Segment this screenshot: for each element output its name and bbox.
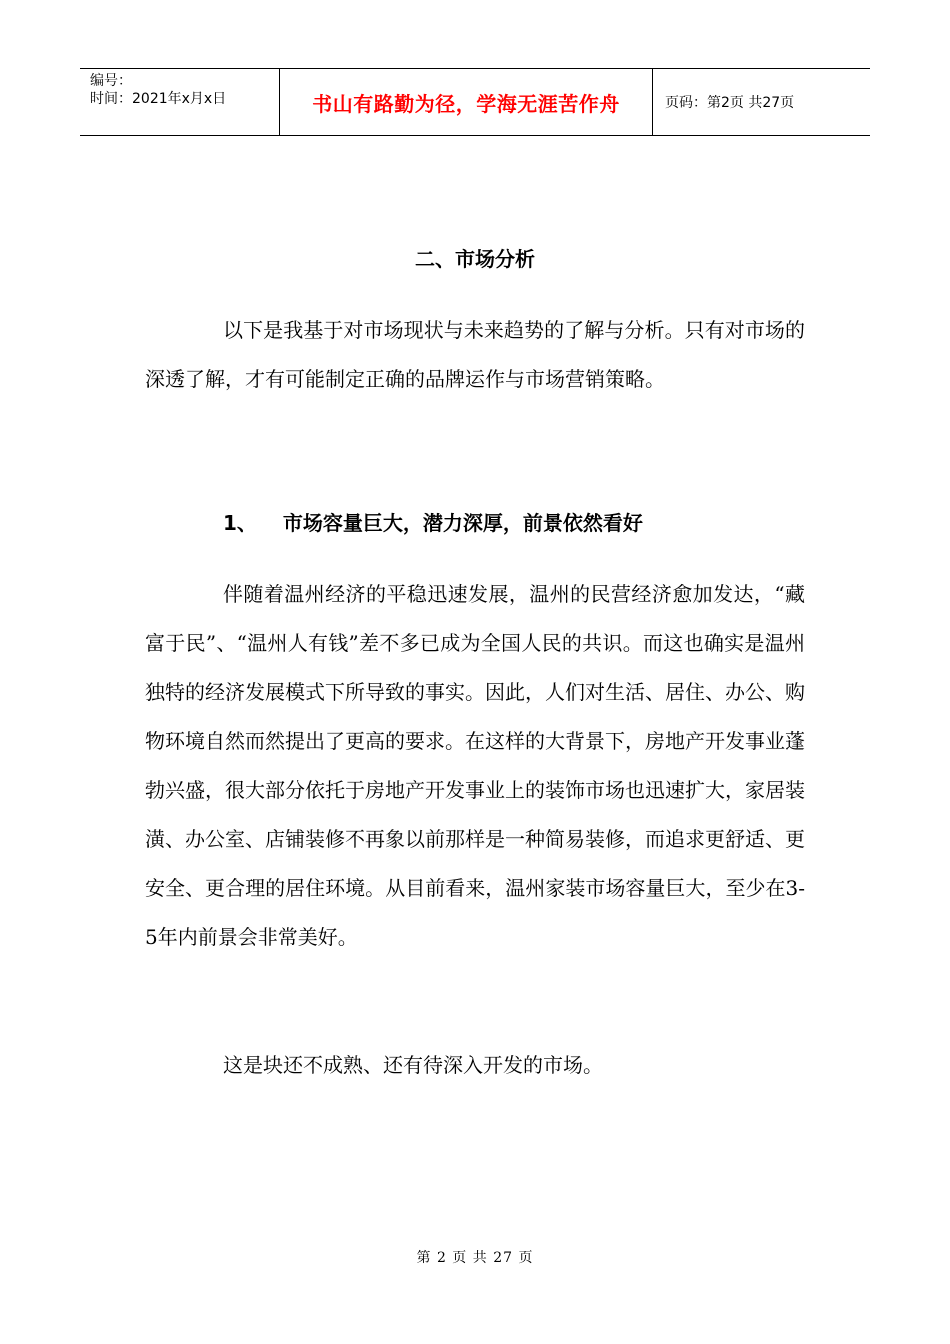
serial-label: 编号： bbox=[90, 73, 132, 89]
subsection-number: 1、 bbox=[223, 511, 257, 535]
subsection-heading bbox=[223, 507, 643, 536]
header-motto: 书山有路勤为径，学海无涯苦作舟 bbox=[280, 69, 653, 135]
closing-paragraph: 这是块还不成熟、还有待深入开发的市场。 bbox=[223, 1053, 603, 1077]
page-footer: 第 2 页 共 27 页 bbox=[416, 1250, 534, 1266]
header-meta-cell bbox=[80, 69, 280, 135]
section-title: 二、市场分析 bbox=[415, 247, 535, 271]
body-paragraph: 伴随着温州经济的平稳迅速发展，温州的民营经济愈加发达，“藏富于民”、“温州人有钱”差不多已成为全国人民的共识。而这也确实是温州独特的经济发展模式下所导致的事实。因此，人们对生活、居住、办公、购物环境自然而然提出了更高的要求。在这样的大背景下，房地产开发事业蓬勃兴盛，很大部分依托于房地产开发事业上的装饰市场也迅速扩大，家居装潢、办公室、店铺装修不再象以前那样是一种简易装修，而追求更舒适、更安全、更合理的居住环境。从目前看来，温州家装市场容量巨大，至少在3-5年内前景会非常美好。 bbox=[145, 582, 805, 949]
page-header bbox=[80, 68, 870, 136]
subsection-title: 市场容量巨大，潜力深厚，前景依然看好 bbox=[282, 511, 643, 535]
time-label: 时间：2021年x月x日 bbox=[90, 91, 227, 107]
header-page-info: 页码：第2页 共27页 bbox=[665, 95, 795, 111]
intro-paragraph: 以下是我基于对市场现状与未来趋势的了解与分析。只有对市场的深透了解，才有可能制定正确的品牌运作与市场营销策略。 bbox=[145, 318, 805, 391]
